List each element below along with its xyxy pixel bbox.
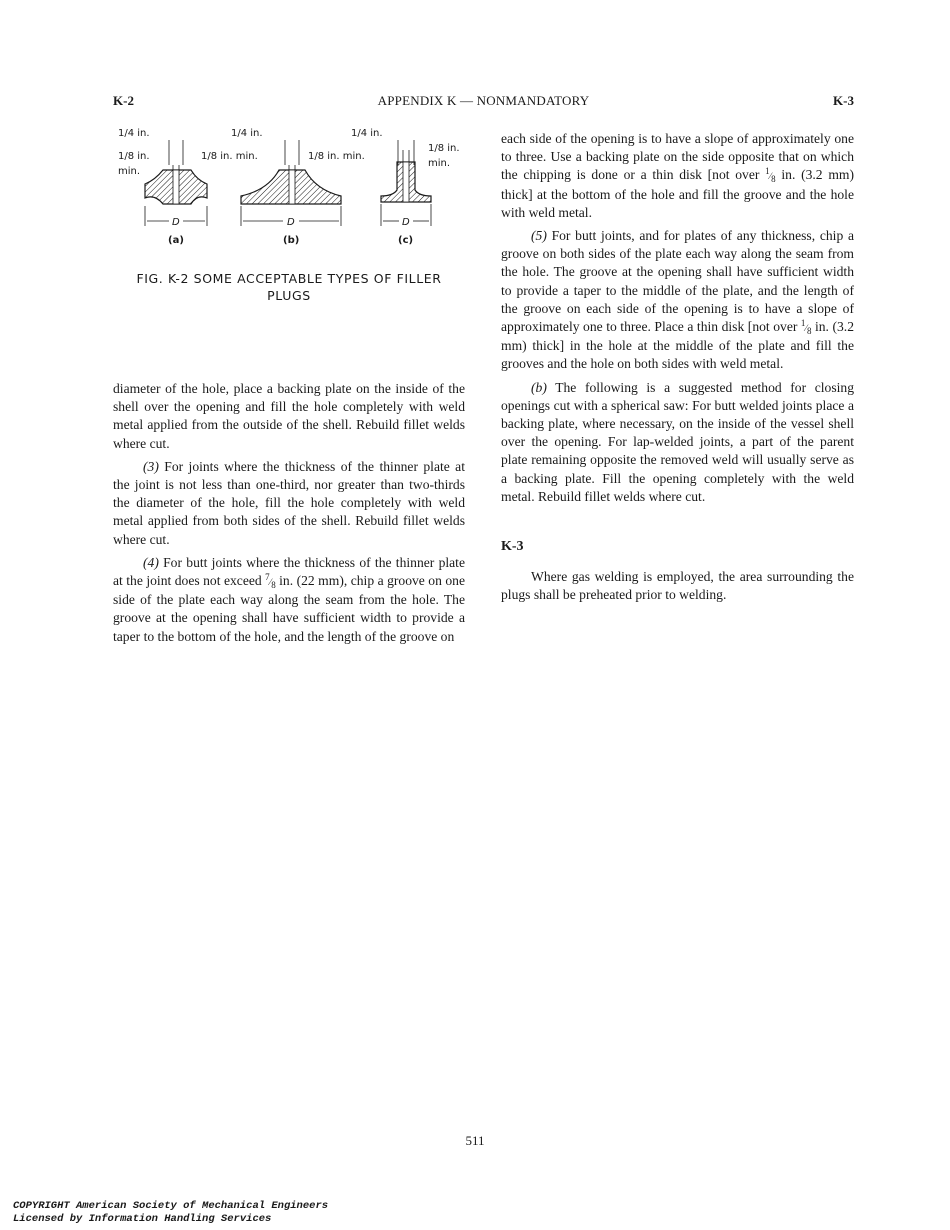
left-paragraph-2: (3) For joints where the thickness of the thinner plate at the joint is not less than one-third, nor greater than two-thirds the diameter of the hole, fill the hole completely with weld metal applied from both sides of the shell. Rebuild fillet welds where cut.: [113, 458, 465, 547]
left-column: [113, 380, 465, 651]
fraction-one-eighth-2: 1⁄8: [800, 318, 812, 337]
page-number: 511: [465, 1133, 485, 1148]
label-c: (c): [398, 235, 414, 246]
header-left: K-2: [113, 93, 134, 108]
right-paragraph-4: Where gas welding is employed, the area surrounding the plugs shall be preheated prior to welding.: [501, 569, 854, 603]
label-a: (a): [168, 235, 184, 246]
fraction-seven-eighths: 7⁄8: [265, 572, 276, 591]
label-c-quarter: 1/4 in.: [351, 128, 383, 139]
section-heading-k3: K-3: [501, 539, 524, 555]
label-a-quarter: 1/4 in.: [118, 128, 150, 139]
label-a-eighth-min: 1/8 in. min.: [201, 151, 258, 162]
left-paragraph-3: (4) For butt joints where the thickness of the thinner plate at the joint does not exceed 7⁄8 in. (22 mm), chip a groove on one side of the plate each way along the seam from the hole. The groove at the opening shall have sufficient width to provide a taper to the bottom of the hole, and the length of the groove on: [113, 554, 466, 644]
item-5-label: (5): [531, 228, 547, 244]
header-right: K-3: [833, 93, 854, 108]
plug-b: [231, 128, 365, 246]
plug-a: [118, 128, 258, 246]
item-4-label: (4): [143, 554, 159, 570]
label-b-d: D: [287, 217, 295, 228]
figure-caption: [113, 270, 465, 304]
label-c-eighth: 1/8 in.: [428, 143, 460, 154]
left-paragraph-1: diameter of the hole, place a backing plate on the inside of the shell over the opening and fill the hole completely with weld metal applied from the outside of the shell. Rebuild fillet welds where cut.: [113, 381, 465, 451]
plug-c: [351, 128, 460, 246]
right-paragraph-1: each side of the opening is to have a slope of approximately one to three. Use a backing plate on the side opposite that on which the chipping is done or a thin disk [not over 1⁄8 in. (3.2 mm) thick] at the bottom of the hole and fill the groove and the hole with weld metal.: [501, 131, 854, 220]
header-title: APPENDIX K — NONMANDATORY: [377, 93, 590, 108]
running-header: [113, 93, 854, 113]
filler-plug-figure: [113, 122, 465, 252]
right-column: [501, 130, 854, 610]
right-paragraph-2: (5) For butt joints, and for plates of any thickness, chip a groove on both sides of the plate each way along the seam from the hole. The groove at the opening shall have sufficient width to provide a taper to the middle of the plate, and the length of the groove on each side of the opening is to have a slope of approximately one to three. Place a thin disk [not over 1⁄8 in. (3.2 mm) thick] in the hole at the middle of the plate and fill the grooves and the hole on both sides with weld metal.: [501, 228, 854, 372]
filler-plug-diagram: [113, 122, 465, 252]
label-b-eighth-min: 1/8 in. min.: [308, 151, 365, 162]
label-b: (b): [283, 235, 300, 246]
label-b-quarter: 1/4 in.: [231, 128, 263, 139]
label-c-d: D: [402, 217, 410, 228]
figure-caption-line2: PLUGS: [267, 288, 311, 303]
copyright-line1: COPYRIGHT American Society of Mechanical Engineers: [13, 1200, 329, 1212]
item-b-label: (b): [531, 379, 547, 395]
label-c-min: min.: [428, 158, 451, 169]
copyright-notice: [13, 1200, 328, 1225]
fraction-one-eighth: 1⁄8: [765, 166, 776, 185]
label-a-eighth: 1/8 in.: [118, 151, 150, 162]
copyright-line2: Licensed by Information Handling Services: [13, 1212, 272, 1225]
figure-caption-line1: FIG. K-2 SOME ACCEPTABLE TYPES OF FILLER: [136, 271, 442, 286]
label-a-d: D: [172, 217, 180, 228]
item-3-label: (3): [143, 458, 159, 474]
label-a-min: min.: [118, 166, 141, 177]
right-paragraph-3: (b) The following is a suggested method for closing openings cut with a spherical saw: For butt welded joints place a backing plate, where necessary, on the inside of the vessel shell over the opening. For lap-welded joints, a part of the parent plate remaining opposite the removed weld will usually serve as a backing plate. Fill the opening completely with the weld metal. Rebuild fillet welds where cut.: [501, 379, 854, 504]
